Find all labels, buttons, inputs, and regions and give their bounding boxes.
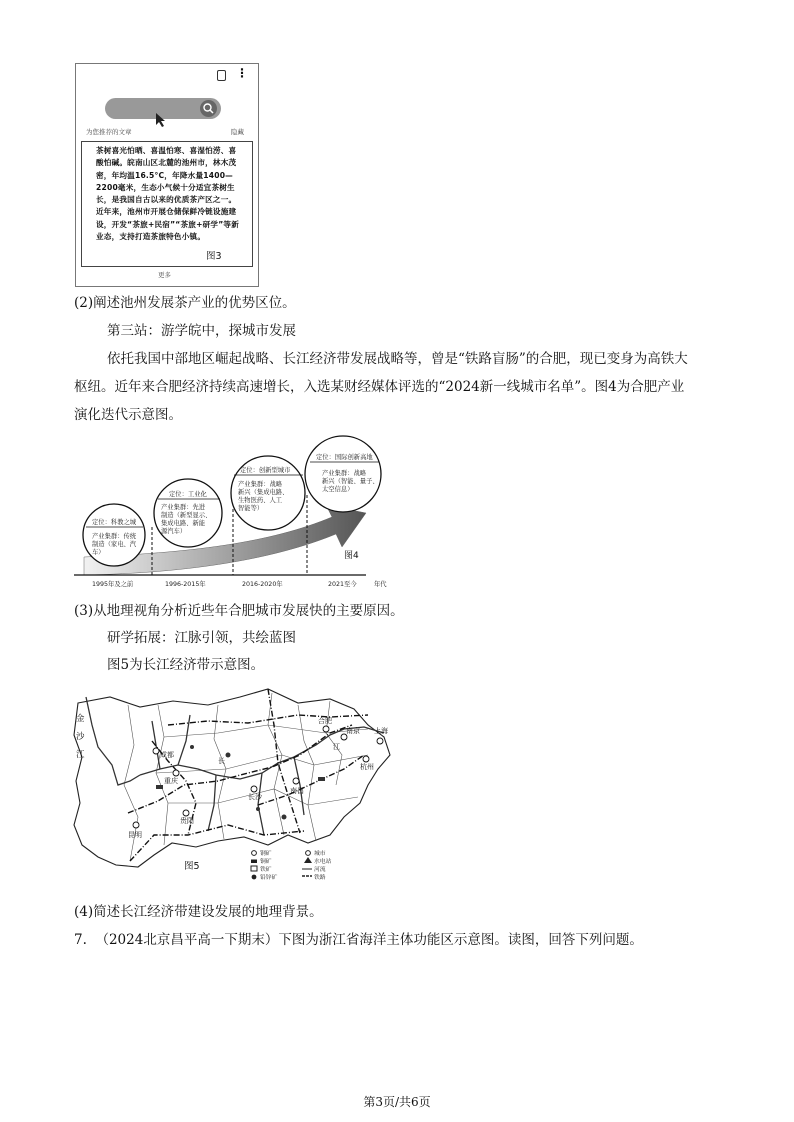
page-footer: 第3页/共6页: [363, 1095, 431, 1109]
jinsha-river: [86, 697, 140, 785]
city-chengdu-marker: [153, 748, 159, 754]
stage-4-position: 定位：国际创新高地: [316, 454, 373, 461]
stage-1-industry-l3: 车）: [92, 549, 105, 556]
svg-text:铅锌矿: 铅锌矿: [260, 875, 278, 881]
city-label-changsha: 长沙: [248, 793, 262, 801]
river-label-jin: 金: [76, 714, 85, 724]
svg-text:铁路: 铁路: [314, 875, 326, 881]
paragraph-hefei-l1: 依托我国中部地区崛起战略、长江经济带发展战略等，曾是“铁路盲肠”的合肥，现已变身为高铁大: [107, 351, 688, 367]
paragraph-hefei-l3: 演化迭代示意图。: [74, 407, 182, 423]
steel-mine-icon-2: [282, 815, 287, 820]
stage-2-industry-l3: 集成电路、新能: [161, 520, 206, 527]
city-label-shanghai: 上海: [374, 727, 388, 735]
period-4: 2021至今: [328, 581, 357, 588]
article-card[interactable]: [81, 141, 253, 267]
expansion-heading: 研学拓展：江脉引领，共绘蓝图: [107, 630, 296, 646]
search-icon[interactable]: [200, 100, 217, 117]
city-label-guiyang: 贵阳: [180, 817, 194, 825]
svg-text:钢矿: 钢矿: [260, 851, 272, 857]
yangtze-label-chang: 长: [218, 757, 225, 765]
river-label-jiang: 江: [76, 750, 85, 760]
stage-1-industry-l2: 制造（家电、汽: [92, 541, 137, 548]
city-label-hangzhou: 杭州: [360, 763, 374, 771]
city-chongqing-marker: [173, 770, 179, 776]
hydro-station-icon-2: [256, 807, 260, 811]
figure-5-label: 图5: [184, 861, 200, 872]
city-label-kunming: 昆明: [128, 831, 142, 839]
figure-5-intro: 图5为长江经济带示意图。: [107, 657, 265, 673]
stage-2-position: 定位：工业化: [169, 491, 207, 498]
stage-4-industry-l1: 产业集群：战略: [322, 470, 367, 477]
cursor-icon: [154, 112, 170, 128]
city-guiyang-marker: [183, 810, 189, 816]
hide-link[interactable]: 隐藏: [231, 128, 244, 136]
figure-4-label: 图4: [344, 551, 359, 561]
svg-text:铁矿: 铁矿: [260, 867, 272, 873]
city-shanghai-marker: [377, 738, 383, 744]
stage-3-position: 定位：创新型城市: [240, 467, 291, 474]
figure-3-phone: [75, 63, 259, 287]
figure-3-label: 图3: [206, 251, 222, 262]
svg-text:水电站: 水电站: [314, 859, 332, 865]
city-label-nanchang: 南昌: [290, 787, 304, 795]
more-link[interactable]: 更多: [158, 271, 171, 279]
hydro-station-icon: [190, 745, 194, 749]
period-3: 2016-2020年: [242, 581, 283, 588]
axis-unit: 年代: [374, 581, 387, 588]
city-label-chongqing: 重庆: [164, 777, 178, 785]
city-label-nanjing: 南京: [346, 727, 360, 735]
steel-mine-icon: [226, 753, 231, 758]
stage-2-industry-l1: 产业集群：先进: [161, 504, 206, 511]
notification-icon: [217, 70, 226, 81]
city-hangzhou-marker: [363, 756, 369, 762]
stage-3-industry-l1: 产业集群：战略: [238, 481, 283, 488]
svg-text:铜矿: 铜矿: [260, 859, 272, 865]
question-7: 7. （2024北京昌平高一下期末）下图为浙江省海洋主体功能区示意图。读图，回答下列问题。: [74, 932, 643, 948]
recommend-label: 为您推荐的文章: [86, 128, 132, 136]
stage-1-industry-l1: 产业集群：传统: [92, 533, 137, 540]
map-legend: [251, 849, 332, 881]
stage-4-industry-l2: 新兴（智能、量子、: [322, 478, 379, 485]
city-hefei-marker: [323, 726, 329, 732]
stage-3-industry-l2: 新兴（集成电路、: [238, 489, 289, 496]
svg-text:城市: 城市: [314, 851, 326, 857]
question-4: (4)简述长江经济带建设发展的地理背景。: [74, 904, 323, 920]
city-label-chengdu: 成都: [160, 751, 174, 759]
stage-3-industry-l4: 智能等）: [238, 505, 264, 512]
copper-mine-icon: [318, 777, 325, 781]
stage-3-industry-l3: 生物医药、人工: [238, 497, 283, 504]
railway-5: [258, 755, 364, 805]
city-kunming-marker: [133, 822, 139, 828]
city-label-hefei: 合肥: [318, 717, 332, 725]
stage-2-industry-l4: 源汽车）: [161, 528, 187, 535]
question-3: (3)从地理视角分析近些年合肥城市发展快的主要原因。: [74, 603, 404, 619]
city-nanchang-marker: [293, 778, 299, 784]
question-2: (2)阐述池州发展茶产业的优势区位。: [74, 295, 296, 311]
station-3-heading: 第三站：游学皖中，探城市发展: [107, 323, 296, 339]
more-menu-icon[interactable]: ⋮: [236, 66, 248, 80]
yangtze-label-jiang: 江: [333, 743, 340, 751]
river-label-sha: 沙: [76, 732, 85, 742]
copper-mine-icon-2: [156, 785, 163, 789]
article-text: 茶树喜光怕晒、喜温怕寒、喜湿怕涝、喜酸怕碱。皖南山区北麓的池州市，林木茂密，年均温16.5°C，年降水量1400—2200毫米，生态小气候十分适宜茶树生长，是我国自古以来的优质茶产区之一。近年来，池州市开展仓储保鲜冷链设施建设，开发“茶旅+民宿”“茶旅+研学”等新业态，支持打造茶旅特色小镇。: [96, 146, 239, 242]
period-1: 1995年及之前: [92, 581, 134, 588]
stage-2-industry-l2: 制造（新型显示、: [161, 512, 212, 519]
stage-4-industry-l3: 太空信息）: [322, 486, 354, 493]
city-changsha-marker: [251, 786, 257, 792]
period-2: 1996-2015年: [165, 581, 206, 588]
railway-6: [130, 825, 304, 861]
figure-4-industry-evolution: [70, 435, 400, 595]
stage-1-position: 定位：科教之城: [92, 519, 137, 526]
paragraph-hefei-l2: 枢纽。近年来合肥经济持续高速增长，入选某财经媒体评选的“2024新一线城市名单”。图4为合肥产业: [74, 379, 685, 395]
figure-5-map: [68, 685, 400, 881]
svg-text:河流: 河流: [314, 867, 326, 873]
